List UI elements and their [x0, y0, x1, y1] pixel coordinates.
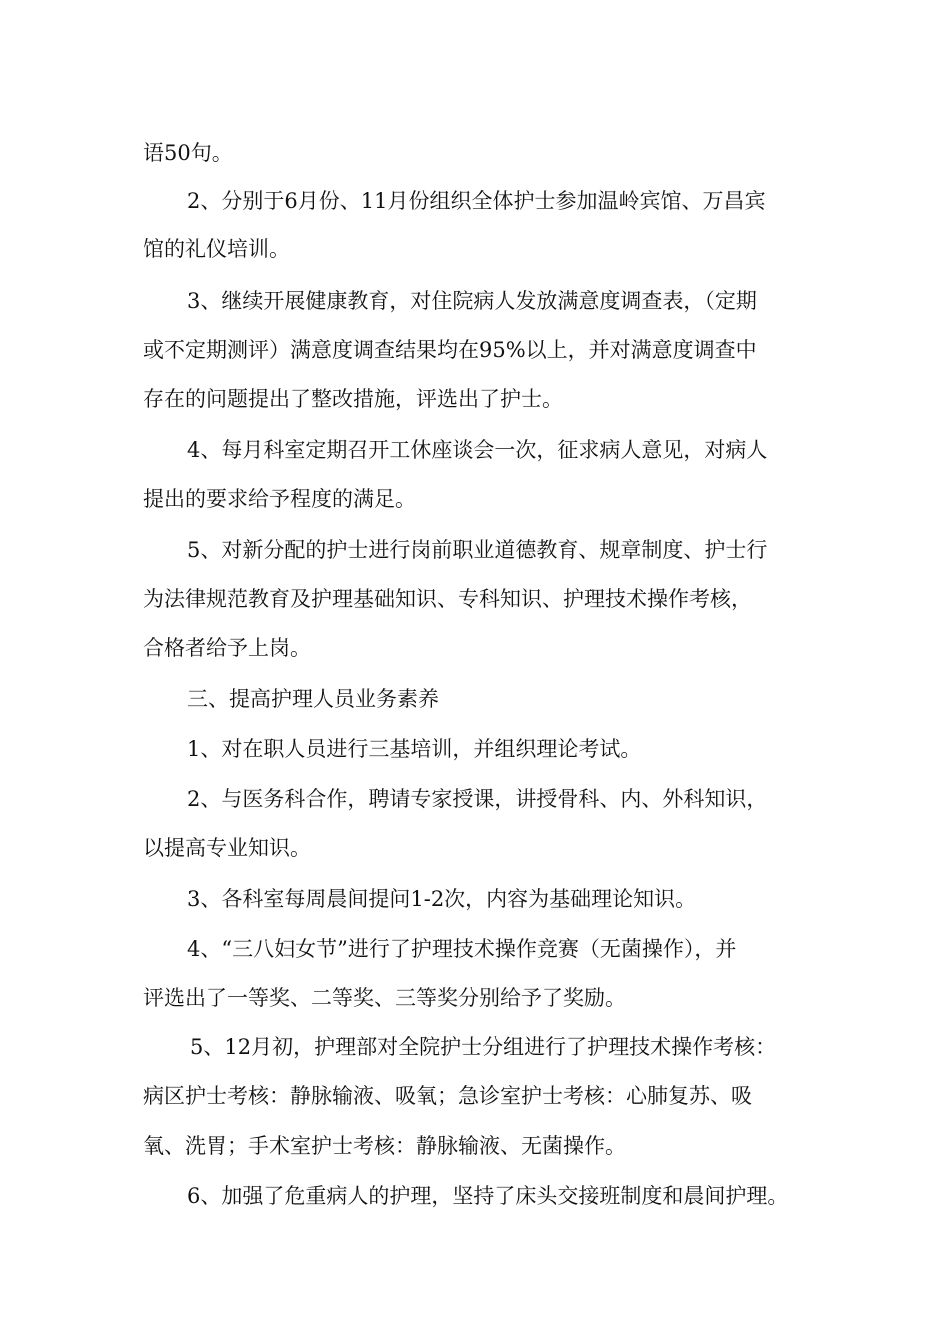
text-line-6: 存在的问题提出了整改措施，评选出了护士。 — [143, 387, 563, 411]
text-line-13: 1、对在职人员进行三基培训，并组织理论考试。 — [187, 737, 642, 761]
text-line-21: 氧、洗胃；手术室护士考核：静脉输液、无菌操作。 — [143, 1134, 626, 1158]
text-line-19: 5、12月初，护理部对全院护士分组进行了护理技术操作考核： — [190, 1035, 777, 1059]
text-line-20: 病区护士考核：静脉输液、吸氧；急诊室护士考核：心肺复苏、吸 — [143, 1084, 752, 1108]
text-line-9: 5、对新分配的护士进行岗前职业道德教育、规章制度、护士行 — [187, 538, 768, 562]
text-line-10: 为法律规范教育及护理基础知识、专科知识、护理技术操作考核， — [143, 587, 752, 611]
text-line-15: 以提高专业知识。 — [143, 836, 311, 860]
text-line-3: 馆的礼仪培训。 — [143, 237, 290, 261]
text-line-18: 评选出了一等奖、二等奖、三等奖分别给予了奖励。 — [143, 986, 626, 1010]
text-line-16: 3、各科室每周晨间提问1-2次，内容为基础理论知识。 — [187, 887, 697, 911]
text-line-11: 合格者给予上岗。 — [143, 636, 311, 660]
text-line-8: 提出的要求给予程度的满足。 — [143, 487, 416, 511]
text-line-14: 2、与医务科合作，聘请专家授课，讲授骨科、内、外科知识， — [187, 787, 768, 811]
text-line-17: 4、“三八妇女节”进行了护理技术操作竞赛（无菌操作），并 — [187, 937, 737, 961]
section-heading: 三、提高护理人员业务素养 — [187, 687, 439, 711]
text-line-7: 4、每月科室定期召开工休座谈会一次，征求病人意见，对病人 — [187, 438, 768, 462]
text-line-4: 3、继续开展健康教育，对住院病人发放满意度调查表，（定期 — [187, 289, 757, 313]
text-line-5: 或不定期测评）满意度调查结果均在95%以上，并对满意度调查中 — [143, 338, 757, 362]
text-line-1: 语50句。 — [143, 141, 233, 165]
text-line-2: 2、分别于6月份、11月份组织全体护士参加温岭宾馆、万昌宾 — [187, 189, 766, 213]
text-line-22: 6、加强了危重病人的护理，坚持了床头交接班制度和晨间护理。 — [187, 1184, 789, 1208]
